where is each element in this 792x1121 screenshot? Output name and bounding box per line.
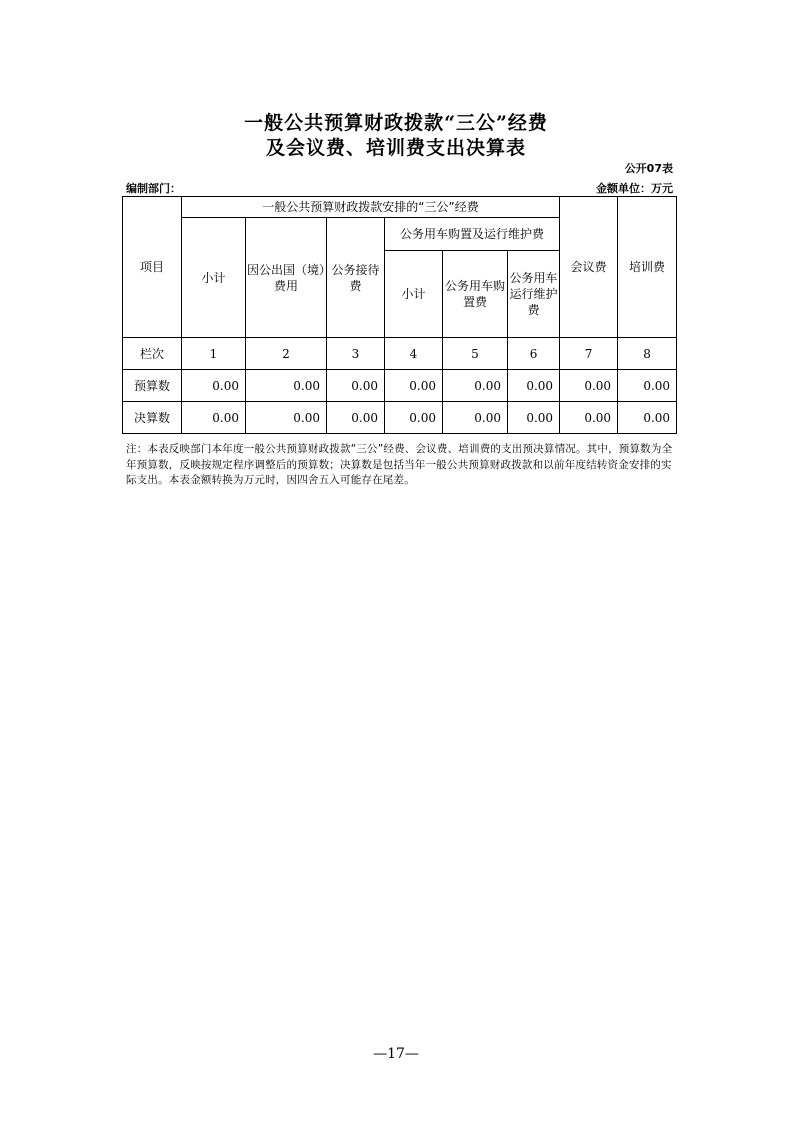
- header-group: 一般公共预算财政拨款安排的“三公”经费: [182, 197, 560, 218]
- dept-label: 编制部门：: [126, 182, 181, 195]
- index-label: 栏次: [123, 338, 182, 370]
- value-cell: 0.00: [182, 402, 246, 434]
- table-note: 注：本表反映部门本年度一般公共预算财政拨款“三公”经费、会议费、培训费的支出预决算情况。其中，预算数为全年预算数，反映按规定程序调整后的预算数；决算数是包括当年一般公共预算财政拨款和以前年度结转资金安排的实际支出。本表金额转换为万元时，因四舍五入可能存在尾差。: [126, 443, 673, 486]
- form-code: 公开07表: [624, 162, 673, 175]
- index-cell: 6: [508, 338, 560, 370]
- header-vehicle-group: 公务用车购置及运行维护费: [385, 218, 560, 251]
- index-cell: 3: [327, 338, 385, 370]
- header-vehicle-purchase: 公务用车购置费: [443, 251, 508, 338]
- header-training: 培训费: [618, 197, 677, 338]
- value-cell: 0.00: [385, 370, 443, 402]
- value-cell: 0.00: [560, 402, 618, 434]
- value-cell: 0.00: [508, 402, 560, 434]
- value-cell: 0.00: [385, 402, 443, 434]
- unit-label: 金额单位：万元: [596, 182, 673, 195]
- index-cell: 5: [443, 338, 508, 370]
- header-abroad: 因公出国（境）费用: [246, 218, 327, 338]
- index-cell: 2: [246, 338, 327, 370]
- index-row: [123, 338, 677, 370]
- value-cell: 0.00: [246, 370, 327, 402]
- value-cell: 0.00: [327, 402, 385, 434]
- header-reception: 公务接待费: [327, 218, 385, 338]
- index-cell: 4: [385, 338, 443, 370]
- value-cell: 0.00: [246, 402, 327, 434]
- table-row: [123, 370, 677, 402]
- row-label: 预算数: [123, 370, 182, 402]
- expense-table: [122, 196, 677, 434]
- header-vehicle-operation: 公务用车运行维护费: [508, 251, 560, 338]
- header-meeting: 会议费: [560, 197, 618, 338]
- value-cell: 0.00: [443, 370, 508, 402]
- index-cell: 1: [182, 338, 246, 370]
- header-item: 项目: [123, 197, 182, 338]
- table-row: [123, 402, 677, 434]
- header-vehicle-subtotal: 小计: [385, 251, 443, 338]
- header-subtotal: 小计: [182, 218, 246, 338]
- value-cell: 0.00: [508, 370, 560, 402]
- value-cell: 0.00: [182, 370, 246, 402]
- row-label: 决算数: [123, 402, 182, 434]
- value-cell: 0.00: [327, 370, 385, 402]
- value-cell: 0.00: [443, 402, 508, 434]
- index-cell: 7: [560, 338, 618, 370]
- page-number: —17—: [373, 1046, 419, 1062]
- value-cell: 0.00: [618, 370, 677, 402]
- page-subtitle: 及会议费、培训费支出决算表: [265, 137, 526, 159]
- value-cell: 0.00: [618, 402, 677, 434]
- index-cell: 8: [618, 338, 677, 370]
- page-title: 一般公共预算财政拨款“三公”经费: [244, 112, 548, 134]
- value-cell: 0.00: [560, 370, 618, 402]
